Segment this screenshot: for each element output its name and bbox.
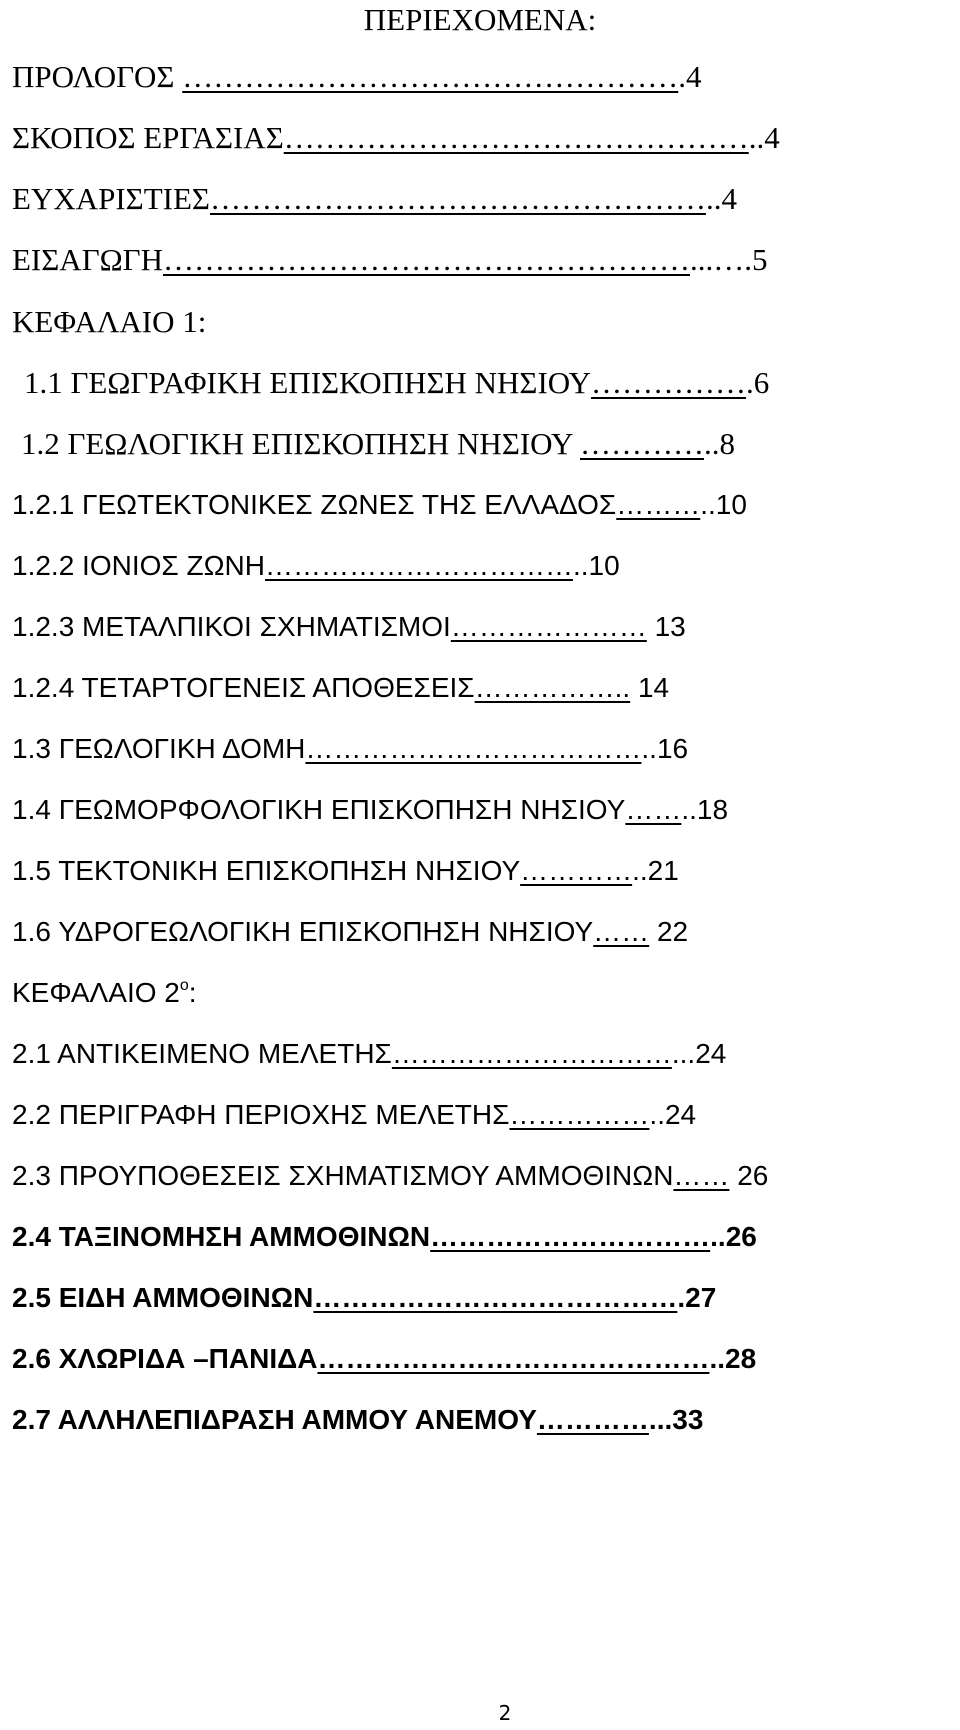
chapter-1-heading [12, 304, 206, 340]
toc-entry-2-1[interactable] [12, 1036, 726, 1072]
entry-label-tail: : [188, 977, 197, 1008]
dot-leader: ……………………………… [305, 733, 642, 764]
entry-label: 2.5 ΕΙΔΗ ΑΜΜΟΘΙΝΩΝ [12, 1282, 314, 1313]
page-ref: 22 [649, 916, 689, 947]
dot-leader: …………… [509, 1099, 650, 1130]
dot-leader: ………… [520, 855, 633, 886]
toc-title: ΠΕΡΙΕΧΟΜΕΝΑ: [363, 2, 597, 37]
toc-entry-acknowledgements[interactable] [12, 181, 737, 217]
entry-label: 2.3 ΠΡΟΥΠΟΘΕΣΕΙΣ ΣΧΗΜΑΤΙΣΜΟΥ ΑΜΜΟΘΙΝΩΝ [12, 1160, 674, 1191]
entry-label: 1.2.4 ΤΕΤΑΡΤΟΓΕΝΕΙΣ ΑΠΟΘΕΣΕΙΣ [12, 672, 475, 703]
page-number: 2 [498, 1701, 512, 1725]
dot-leader: …………….. [474, 672, 631, 703]
toc-entry-2-5[interactable] [12, 1280, 716, 1316]
dot-leader: ………………………… [391, 1038, 672, 1069]
toc-entry-1-2[interactable] [21, 426, 735, 462]
page-ref: .4 [678, 59, 702, 94]
toc-entry-introduction[interactable] [12, 242, 767, 278]
entry-label: ΣΚΟΠΟΣ ΕΡΓΑΣΙΑΣ [12, 120, 284, 155]
page-ref: ..18 [681, 794, 729, 825]
page-ref: .6 [746, 365, 770, 400]
dot-leader: …… [673, 1160, 730, 1191]
toc-entry-1-2-3[interactable] [12, 609, 686, 645]
entry-label: 1.3 ΓΕΩΛΟΓΙΚΗ ΔΟΜΗ [12, 733, 306, 764]
entry-label: 2.1 ΑΝΤΙΚΕΙΜΕΝΟ ΜΕΛΕΤΗΣ [12, 1038, 392, 1069]
page-ref: ..21 [632, 855, 679, 886]
dot-leader: …… [625, 794, 682, 825]
entry-label: 1.1 ΓΕΩΓΡΑΦΙΚΗ ΕΠΙΣΚΟΠΗΣΗ ΝΗΣΙΟΥ [24, 365, 592, 400]
page-ref: ...24 [671, 1038, 727, 1069]
entry-label: 2.6 ΧΛΩΡΙΔΑ –ΠΑΝΙΔΑ [12, 1343, 318, 1374]
dot-leader: ………… [536, 1404, 649, 1435]
page-ref: ..26 [710, 1221, 757, 1252]
dot-leader: ……………………………………… [283, 120, 749, 155]
entry-label: 1.5 ΤΕΚΤΟΝΙΚΗ ΕΠΙΣΚΟΠΗΣΗ ΝΗΣΙΟΥ [12, 855, 521, 886]
toc-entry-1-2-2[interactable] [12, 548, 620, 584]
entry-label: 1.2.3 ΜΕΤΑΛΠΙΚΟΙ ΣΧΗΜΑΤΙΣΜΟΙ [12, 611, 451, 642]
entry-label: ΕΥΧΑΡΙΣΤΙΕΣ [12, 181, 210, 216]
toc-entry-2-4[interactable] [12, 1219, 757, 1255]
page-ref: 26 [729, 1160, 769, 1191]
page-ref: ...33 [648, 1404, 704, 1435]
entry-label: 1.4 ΓΕΩΜΟΡΦΟΛΟΓΙΚΗ ΕΠΙΣΚΟΠΗΣΗ ΝΗΣΙΟΥ [12, 794, 626, 825]
toc-entry-prologue[interactable] [12, 59, 701, 95]
toc-entry-1-5[interactable] [12, 853, 679, 889]
entry-label: 1.6 ΥΔΡΟΓΕΩΛΟΓΙΚΗ ΕΠΙΣΚΟΠΗΣΗ ΝΗΣΙΟΥ [12, 916, 594, 947]
page-ref: ..28 [709, 1343, 757, 1374]
page-ref: .27 [677, 1282, 717, 1313]
entry-label: ΕΙΣΑΓΩΓΗ [12, 242, 163, 277]
entry-label: 1.2 ΓΕΩΛΟΓΙΚΗ ΕΠΙΣΚΟΠΗΣΗ ΝΗΣΙΟΥ [21, 426, 581, 461]
page-ref: ..16 [641, 733, 689, 764]
entry-label: ΠΡΟΛΟΓΟΣ [12, 59, 183, 94]
entry-label: ΚΕΦΑΛΑΙΟ 1: [12, 304, 207, 339]
page-ref: ..10 [572, 550, 620, 581]
toc-entry-2-7[interactable] [12, 1402, 703, 1438]
toc-entry-2-2[interactable] [12, 1097, 696, 1133]
toc-entry-1-1[interactable] [24, 365, 769, 401]
dot-leader: …… [593, 916, 650, 947]
page-ref: 13 [646, 611, 686, 642]
dot-leader: ………………………… [430, 1221, 711, 1252]
dot-leader: ………………………………………… [209, 181, 706, 216]
page-ref: ..10 [700, 489, 747, 520]
toc-entry-1-3[interactable] [12, 731, 688, 767]
entry-label: 2.4 ΤΑΞΙΝΟΜΗΣΗ ΑΜΜΟΘΙΝΩΝ [12, 1221, 431, 1252]
toc-entry-1-4[interactable] [12, 792, 728, 828]
page-ref: ..8 [704, 426, 736, 461]
toc-entry-1-2-4[interactable] [12, 670, 669, 706]
dot-leader: …………… [591, 365, 747, 400]
page-ref: ..4 [748, 120, 780, 155]
dot-leader: ………………………………… [313, 1282, 678, 1313]
dot-leader: …………………………………………… [162, 242, 690, 277]
entry-label: 1.2.2 ΙΟΝΙΟΣ ΖΩΝΗ [12, 550, 265, 581]
page-ref: ..24 [649, 1099, 697, 1130]
ordinal-superscript: ο [179, 977, 189, 994]
page-ref: ...….5 [689, 242, 768, 277]
page-ref: ..4 [705, 181, 737, 216]
dot-leader: ………………………………………… [182, 59, 679, 94]
chapter-2-heading [12, 975, 197, 1011]
toc-entry-purpose[interactable] [12, 120, 780, 156]
dot-leader: …………………………… [264, 550, 573, 581]
toc-entry-1-2-1[interactable] [12, 487, 747, 523]
dot-leader: ………………… [450, 611, 647, 642]
page-ref: 14 [630, 672, 670, 703]
entry-label: 2.2 ΠΕΡΙΓΡΑΦΗ ΠΕΡΙΟΧΗΣ ΜΕΛΕΤΗΣ [12, 1099, 510, 1130]
toc-entry-2-6[interactable] [12, 1341, 756, 1377]
toc-entry-1-6[interactable] [12, 914, 688, 950]
dot-leader: …………………………………… [317, 1343, 710, 1374]
entry-label: 1.2.1 ΓΕΩΤΕΚΤΟΝΙΚΕΣ ΖΩΝΕΣ ΤΗΣ ΕΛΛΑΔΟΣ [12, 489, 617, 520]
entry-label: ΚΕΦΑΛΑΙΟ 2 [12, 977, 180, 1008]
dot-leader: ……… [616, 489, 701, 520]
entry-label: 2.7 ΑΛΛΗΛΕΠΙΔΡΑΣΗ ΑΜΜΟΥ ΑΝΕΜΟΥ [12, 1404, 537, 1435]
toc-entry-2-3[interactable] [12, 1158, 768, 1194]
dot-leader: ………… [580, 426, 705, 461]
